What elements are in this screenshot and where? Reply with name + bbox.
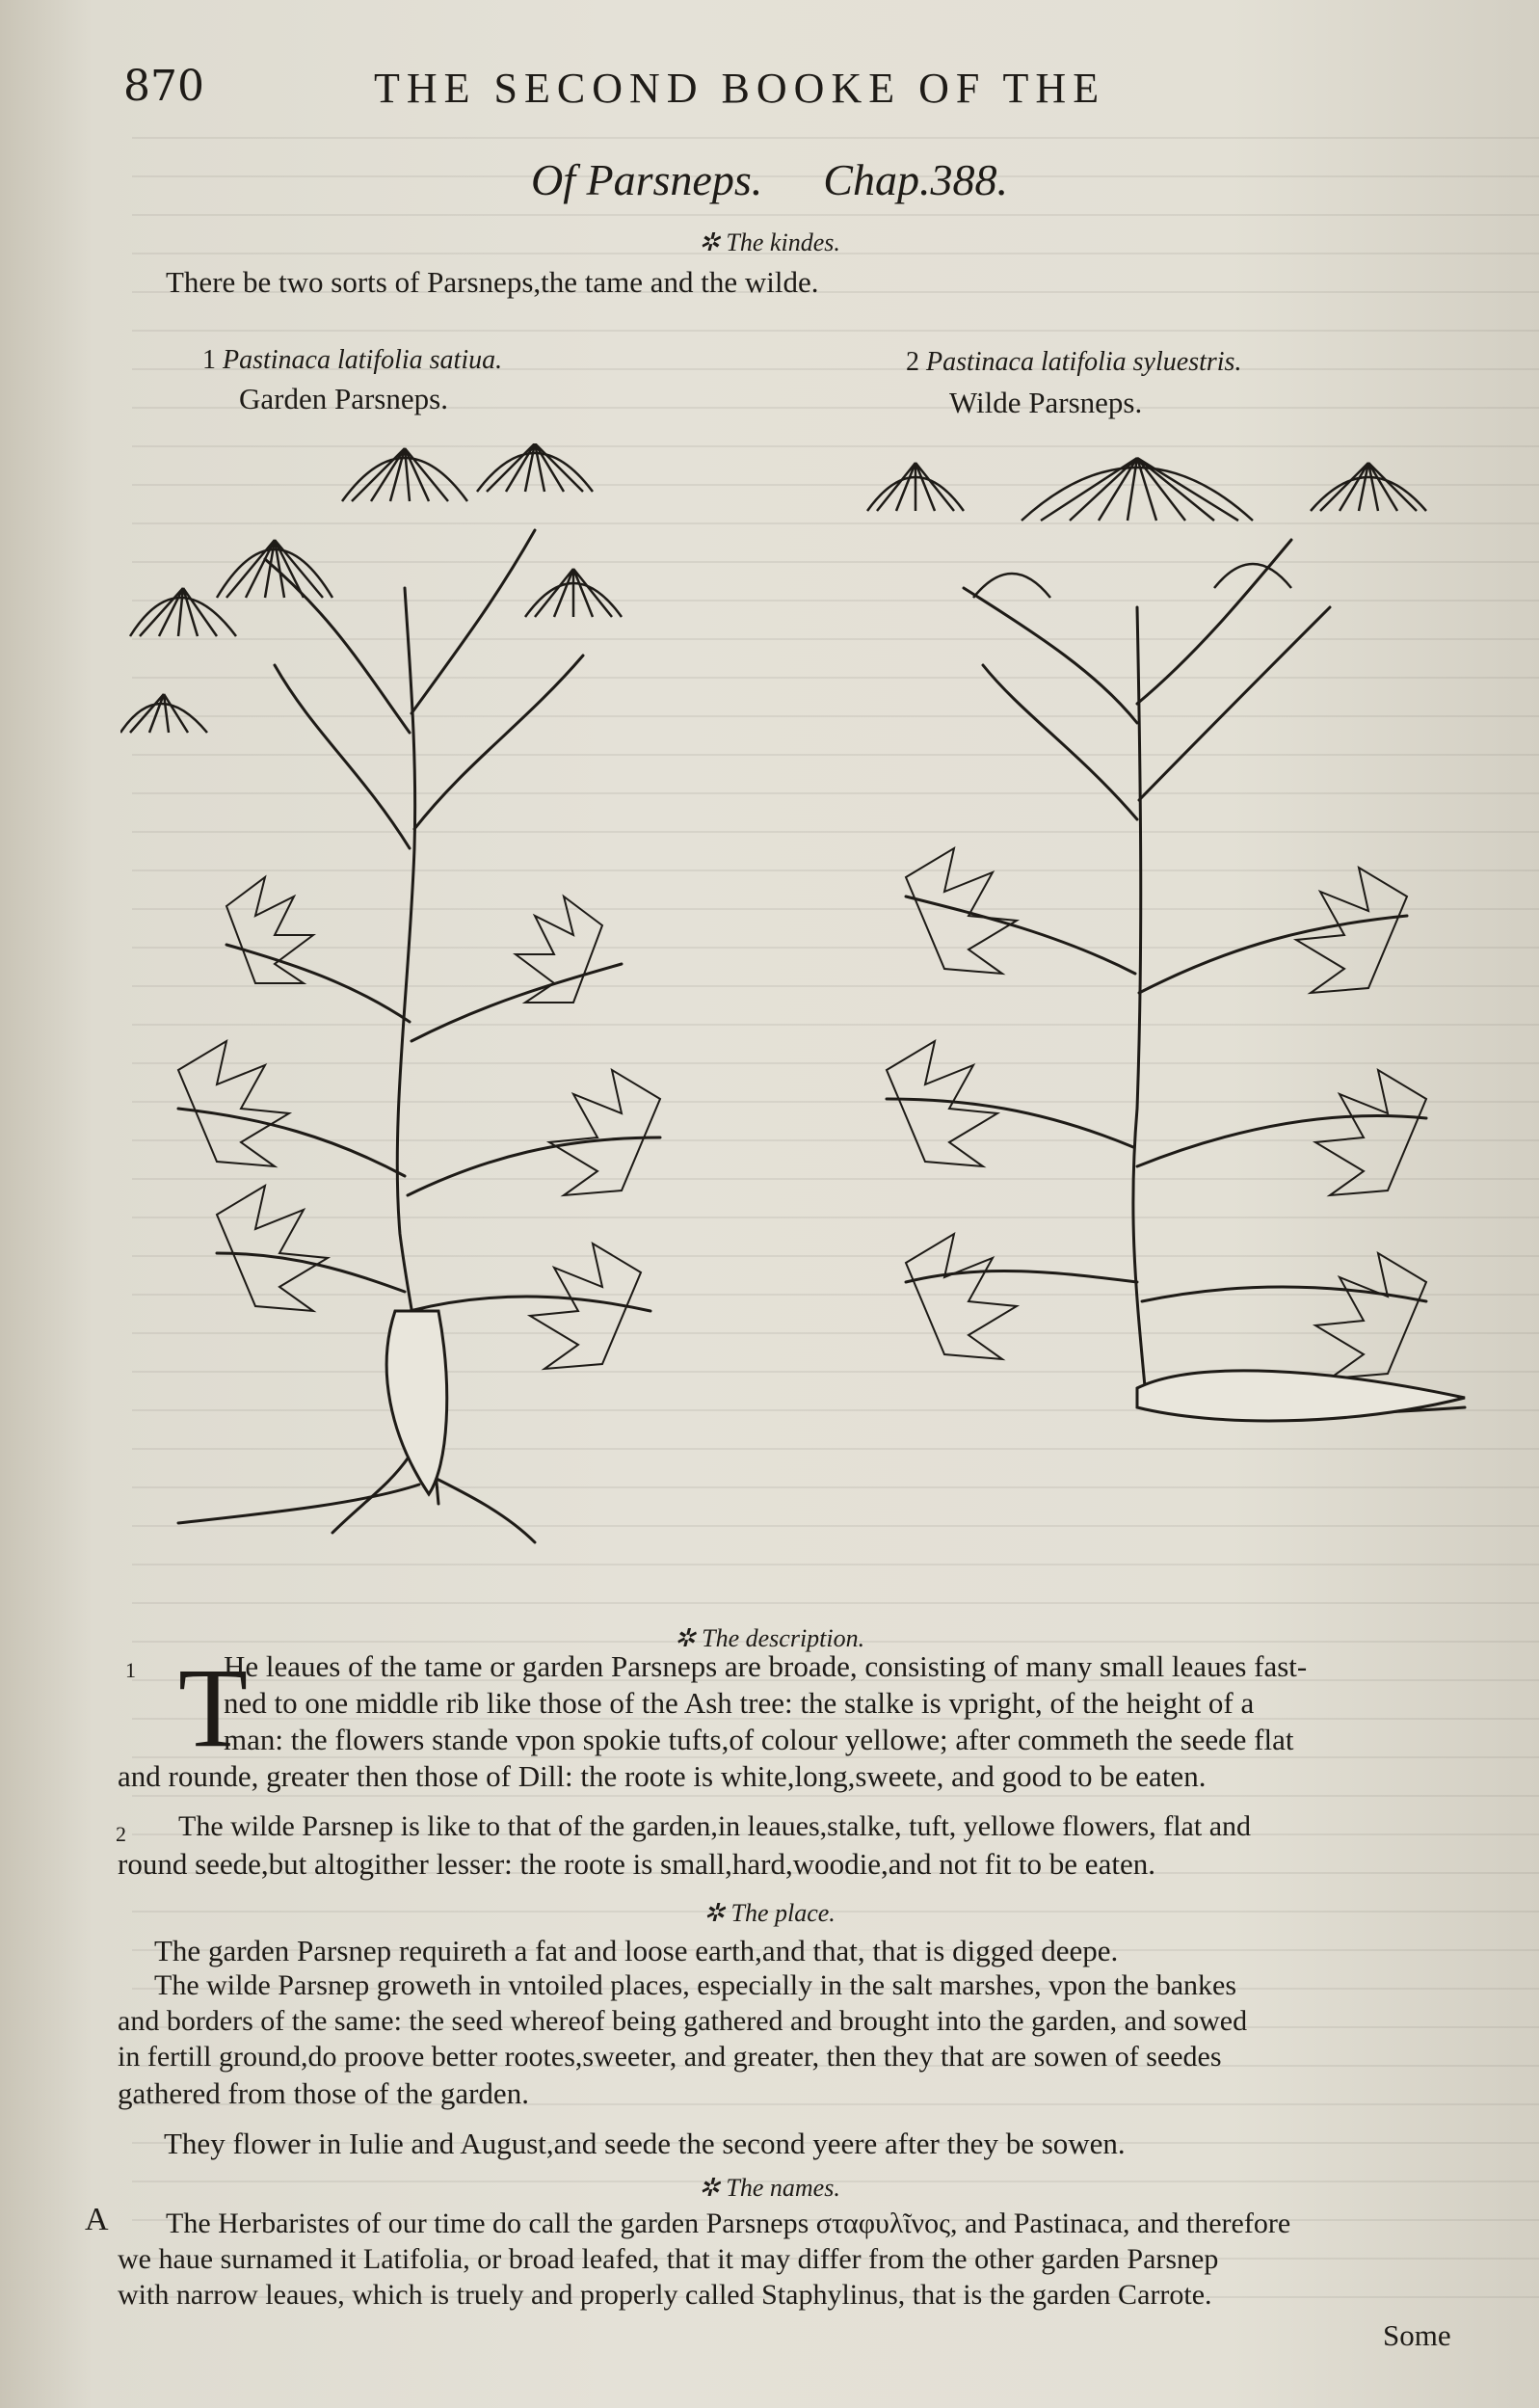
drop-cap: T — [178, 1645, 249, 1771]
description-marker-1: 1 — [125, 1658, 136, 1682]
figure-1-latin: Pastinaca latifolia satiua. — [223, 345, 503, 375]
figure-2-latin: Pastinaca latifolia syluestris. — [926, 347, 1242, 377]
chapter-title: Of Parsneps. — [531, 155, 763, 204]
description-1-line-1: He leaues of the tame or garden Parsneps are broade, consisting of many small leaues fast- — [224, 1649, 1308, 1683]
place-line-3: and borders of the same: the seed whereof being gathered and brought into the garden, and sowed — [118, 2005, 1248, 2037]
chapter-heading — [0, 154, 1539, 205]
description-marker-2: 2 — [116, 1822, 126, 1846]
figure-1-caption — [202, 345, 502, 376]
kinds-heading: ✲ The kindes. — [699, 228, 840, 256]
catchword: Some — [1383, 2318, 1451, 2352]
names-line-2: we haue surnamed it Latifolia, or broad leafed, that it may differ from the other garden Parsnep — [118, 2243, 1219, 2275]
description-1-line-4: and rounde, greater then those of Dill: the roote is white,long,sweete, and good to be eaten. — [118, 1759, 1207, 1793]
figure-1-number: 1 — [202, 345, 216, 375]
description-2-line-1: The wilde Parsnep is like to that of the garden,in leaues,stalke, tuft, yellowe flowers, flat and — [178, 1810, 1252, 1842]
running-title: THE SECOND BOOKE OF THE — [374, 65, 1106, 112]
figure-2-english: Wilde Parsneps. — [949, 386, 1143, 419]
description-2-line-2: round seede,but altogither lesser: the roote is small,hard,woodie,and not fit to be eaten. — [118, 1847, 1155, 1881]
wild-parsnep-woodcut — [848, 434, 1484, 1485]
description-heading: ✲ The description. — [674, 1624, 865, 1652]
place-line-4: in fertill ground,do proove better rootes,sweeter, and greater, then they that are sowen of seedes — [118, 2041, 1222, 2073]
kinds-line: There be two sorts of Parsneps,the tame and the wilde. — [166, 265, 819, 299]
figure-1-english: Garden Parsneps. — [239, 382, 448, 415]
time-line: They flower in Iulie and August,and seede the second yeere after they be sowen. — [164, 2127, 1126, 2160]
names-marker: A — [85, 2202, 109, 2237]
chapter-number: Chap.388. — [823, 155, 1008, 204]
page-number: 870 — [123, 62, 204, 111]
place-line-1: The garden Parsnep requireth a fat and loose earth,and that, that is digged deepe. — [154, 1934, 1119, 1967]
description-1-line-3: man: the flowers stande vpon spokie tufts,of colour yellowe; after commeth the seede flat — [224, 1723, 1294, 1756]
names-line-3: with narrow leaues, which is truely and properly called Staphylinus, that is the garden Carrote. — [118, 2279, 1212, 2311]
figure-2-caption — [906, 347, 1241, 378]
names-heading: ✲ The names. — [699, 2174, 840, 2202]
description-1-line-2: ned to one middle rib like those of the Ash tree: the stalke is vpright, of the height of a — [224, 1686, 1255, 1720]
figure-2-number: 2 — [906, 347, 919, 377]
place-line-2: The wilde Parsnep groweth in vntoiled places, especially in the salt marshes, vpon the bankes — [154, 1969, 1237, 2001]
place-heading: ✲ The place. — [703, 1899, 836, 1927]
place-line-5: gathered from those of the garden. — [118, 2076, 529, 2110]
garden-parsnep-woodcut — [120, 443, 756, 1552]
names-line-1: The Herbaristes of our time do call the garden Parsneps σταφυλῖνος, and Pastinaca, and therefore — [166, 2207, 1291, 2239]
